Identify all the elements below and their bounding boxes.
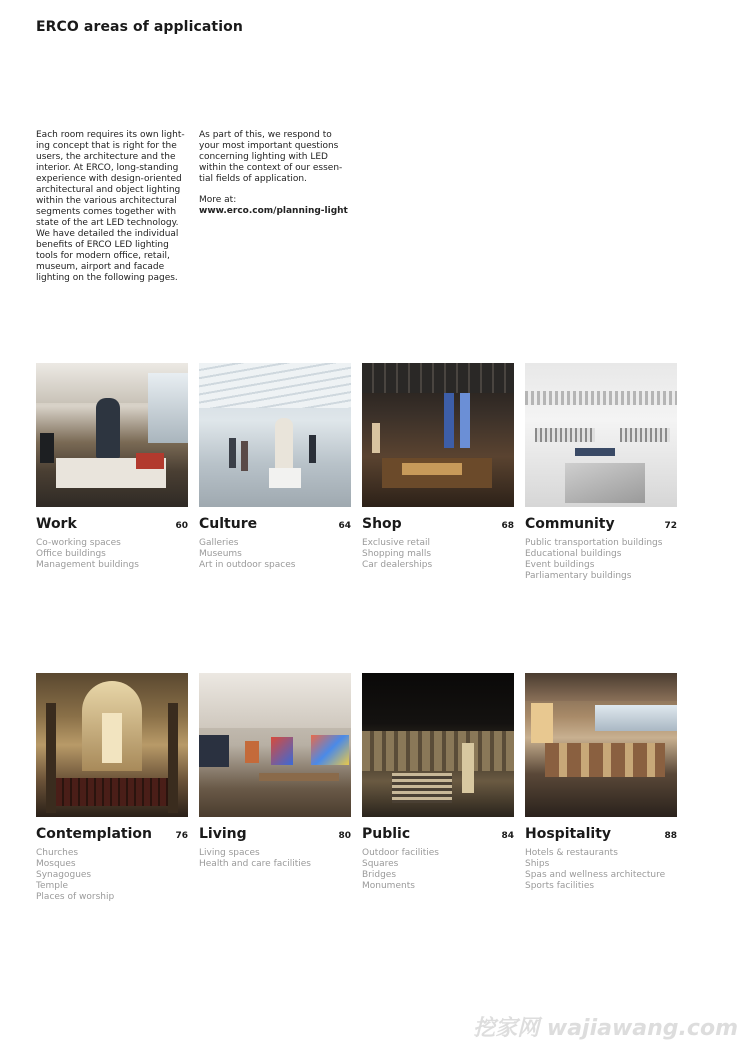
list-item: Office buildings — [36, 549, 106, 559]
area-card-community[interactable] — [525, 363, 677, 582]
public-photo — [362, 673, 514, 817]
list-item: Public transportation buildings — [525, 538, 663, 548]
culture-photo — [199, 363, 351, 507]
intro-text-2: As part of this, we respond to your most important questions concerning lighting with LED within the context of our essen- tial fields of application. — [199, 130, 343, 184]
area-list — [362, 538, 514, 571]
shop-photo — [362, 363, 514, 507]
area-list — [525, 538, 677, 582]
list-item: Outdoor facilities — [362, 848, 439, 858]
list-item: Educational buildings — [525, 549, 622, 559]
area-page-number: 84 — [501, 831, 514, 841]
area-page-number: 88 — [664, 831, 677, 841]
intro-column-1 — [36, 130, 186, 294]
list-item: Art in outdoor spaces — [199, 560, 296, 570]
list-item: Management buildings — [36, 560, 139, 570]
area-name: Contemplation — [36, 826, 152, 842]
area-card-work[interactable] — [36, 363, 188, 571]
area-list — [525, 848, 677, 892]
area-name: Shop — [362, 516, 402, 532]
watermark: 挖家网 wajiawang.com — [473, 1016, 738, 1041]
area-page-number: 60 — [175, 521, 188, 531]
area-name: Public — [362, 826, 411, 842]
list-item: Parliamentary buildings — [525, 571, 632, 581]
list-item: Hotels & restaurants — [525, 848, 618, 858]
list-item: Bridges — [362, 870, 397, 880]
list-item: Places of worship — [36, 892, 115, 902]
living-photo — [199, 673, 351, 817]
list-item: Living spaces — [199, 848, 260, 858]
area-name: Culture — [199, 516, 258, 532]
work-photo — [36, 363, 188, 507]
hospitality-photo — [525, 673, 677, 817]
list-item: Temple — [36, 881, 69, 891]
area-page-number: 68 — [501, 521, 514, 531]
area-list — [36, 848, 188, 903]
list-item: Squares — [362, 859, 399, 869]
list-item: Ships — [525, 859, 550, 869]
list-item: Mosques — [36, 859, 76, 869]
list-item: Event buildings — [525, 560, 595, 570]
list-item: Galleries — [199, 538, 239, 548]
more-at-label: More at: — [199, 195, 237, 205]
list-item: Co-working spaces — [36, 538, 121, 548]
list-item: Museums — [199, 549, 242, 559]
area-card-hospitality[interactable] — [525, 673, 677, 892]
area-name: Community — [525, 516, 615, 532]
page-title: ERCO areas of application — [36, 19, 243, 35]
list-item: Car dealerships — [362, 560, 433, 570]
list-item: Health and care facilities — [199, 859, 311, 869]
area-page-number: 80 — [338, 831, 351, 841]
area-page-number: 72 — [664, 521, 677, 531]
area-name: Living — [199, 826, 247, 842]
area-page-number: 64 — [338, 521, 351, 531]
list-item: Churches — [36, 848, 79, 858]
community-photo — [525, 363, 677, 507]
area-list — [199, 538, 351, 571]
list-item: Shopping malls — [362, 549, 432, 559]
list-item: Exclusive retail — [362, 538, 431, 548]
planning-light-link[interactable]: www.erco.com/planning-light — [199, 206, 348, 216]
intro-column-2 — [199, 130, 349, 227]
area-name: Hospitality — [525, 826, 612, 842]
contemplation-photo — [36, 673, 188, 817]
area-page-number: 76 — [175, 831, 188, 841]
list-item: Spas and wellness architecture — [525, 870, 666, 880]
area-card-contemplation[interactable] — [36, 673, 188, 903]
area-list — [362, 848, 514, 892]
area-card-shop[interactable] — [362, 363, 514, 571]
list-item: Synagogues — [36, 870, 92, 880]
list-item: Sports facilities — [525, 881, 595, 891]
area-card-culture[interactable] — [199, 363, 351, 571]
intro-text-1: Each room requires its own light- ing concept that is right for the users, the architecture and the interior. At ERCO, long-standing experience with design-oriented architectural and object lighting within the various architectural segments comes together with state of the art LED technology. We have detailed the individual benefits of ERCO LED lighting tools for modern office, retail, museum, airport and facade lighting on the following pages. — [36, 130, 185, 283]
area-list — [36, 538, 188, 571]
area-name: Work — [36, 516, 77, 532]
area-list — [199, 848, 351, 870]
area-card-living[interactable] — [199, 673, 351, 870]
list-item: Monuments — [362, 881, 415, 891]
area-card-public[interactable] — [362, 673, 514, 892]
